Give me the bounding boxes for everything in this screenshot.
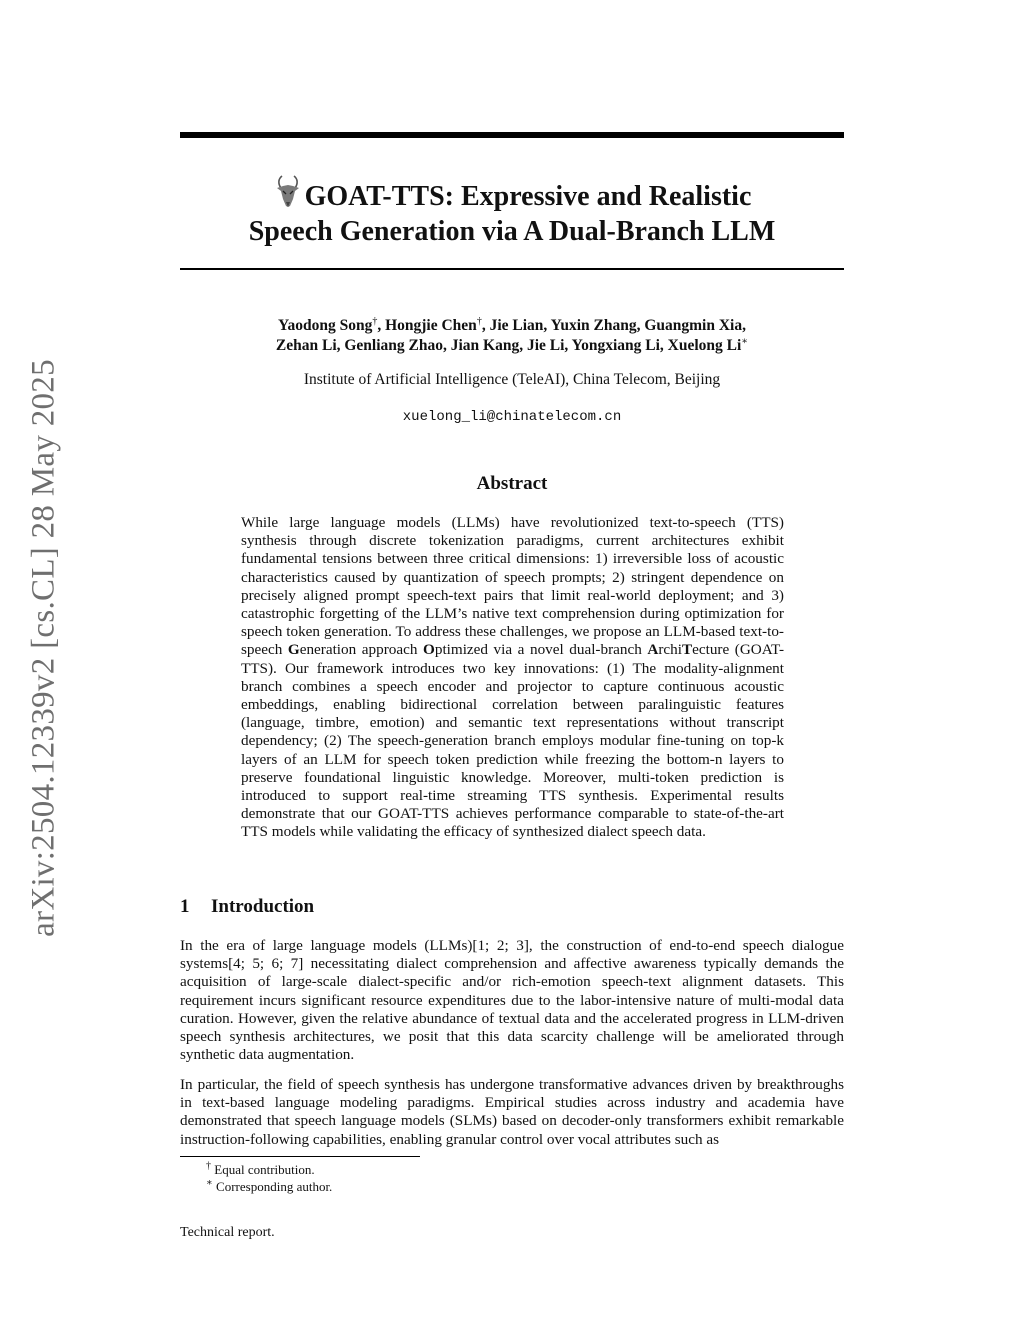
arxiv-identifier: arXiv:2504.12339v2 [cs.CL] 28 May 2025	[25, 359, 62, 937]
title-line-2: Speech Generation via A Dual-Branch LLM	[248, 216, 776, 247]
author-mark: †	[476, 315, 482, 327]
section-heading-introduction	[180, 896, 314, 918]
abstract-text: While large language models (LLMs) have revolutionized text-to-speech (TTS) synthesis through discrete tokenization paradigms, current architectures exhibit fundamental tensions between three critical dimensions: 1) irreversible loss of acoustic characteristics caused by quantization of speech prompts; 2) stringent dependence on precisely aligned prompt speech-text pairs that limit real-world deployment; and 3) catastrophic forgetting of the LLM’s native text comprehension during optimization for speech token generation. To address these challenges, we propose an LLM-based text-to-speech Generation approach Optimized via a novel dual-branch ArchiTecture (GOAT-TTS). Our framework introduces two key innovations: (1) The modality-alignment branch combines a speech encoder and projector to capture continuous acoustic embeddings, enabling bidirectional correlation between paralinguistic features (language, timbre, emotion) and semantic text representations without transcript dependency; (2) The speech-generation branch employs modular fine-tuning on top-k layers of an LLM for speech token prediction while freezing the bottom-n layers to preserve foundational linguistic knowledge. Moreover, multi-token prediction is introduced to support real-time streaming TTS synthesis. Experimental results demonstrate that our GOAT-TTS achieves performance comparable to state-of-the-art TTS models while validating the efficacy of synthesized dialect speech data.	[241, 514, 785, 841]
affiliation: Institute of Artificial Intelligence (TeleAI), China Telecom, Beijing	[303, 371, 721, 388]
footnote-item: ∗ Corresponding author.	[206, 1177, 333, 1194]
author-names-line-2: Zehan Li, Genliang Zhao, Jian Kang, Jie Li, Yongxiang Li, Xuelong Li	[275, 337, 742, 354]
title-bottom-rule	[180, 268, 844, 270]
author-name: Jie Lian, Yuxin Zhang, Guangmin Xia,	[489, 317, 746, 334]
author-list: Yaodong Song†, Hongjie Chen†, Jie Lian, Yuxin Zhang, Guangmin Xia, Zehan Li, Genliang Zhao, Jian Kang, Jie Li, Yongxiang Li, Xuelong Li∗	[275, 315, 749, 354]
footnote-item: † Equal contribution.	[206, 1160, 315, 1177]
section-title: Introduction	[211, 896, 315, 917]
section-number: 1	[180, 896, 190, 917]
title-line-1: GOAT-TTS: Expressive and Realistic	[304, 181, 752, 212]
author-mark: ∗	[741, 335, 749, 347]
paper-title	[180, 174, 844, 249]
author-name: Hongjie Chen	[385, 317, 477, 334]
abstract-heading: Abstract	[476, 473, 548, 494]
footnote-mark: †	[206, 1160, 211, 1172]
intro-paragraph: In the era of large language models (LLMs)[1; 2; 3], the construction of end-to-end speech dialogue systems[4; 5; 6; 7] necessitating dialect comprehension and affective awareness typically demands the acquisition of large-scale dialect-specific and/or rich-emotion speech-text alignment datasets. This requirement incurs significant resource expenditures due to the labor-intensive nature of multi-modal data curation. However, given the relative abundance of textual data and the accelerated progress in LLM-driven speech synthesis architectures, we posit that this data scarcity challenge will be ameliorated through synthetic data augmentation.	[180, 937, 844, 1064]
contact-email[interactable]: xuelong_li@chinatelecom.cn	[402, 409, 622, 425]
goat-icon	[273, 174, 303, 208]
footnote-rule	[180, 1156, 420, 1157]
footer-note: Technical report.	[180, 1225, 275, 1240]
title-top-rule	[180, 132, 844, 138]
footnote-mark: ∗	[206, 1177, 213, 1189]
footnotes	[206, 1161, 332, 1195]
author-name: Yaodong Song	[278, 317, 373, 334]
author-mark: †	[372, 315, 378, 327]
intro-paragraph: In particular, the field of speech synthesis has undergone transformative advances driven by breakthroughs in text-based language modeling paradigms. Empirical studies across industry and academia have demonstrated that speech language models (SLMs) based on decoder-only transformers exhibit remarkable instruction-following capabilities, enabling granular control over vocal attributes such as	[180, 1076, 844, 1148]
